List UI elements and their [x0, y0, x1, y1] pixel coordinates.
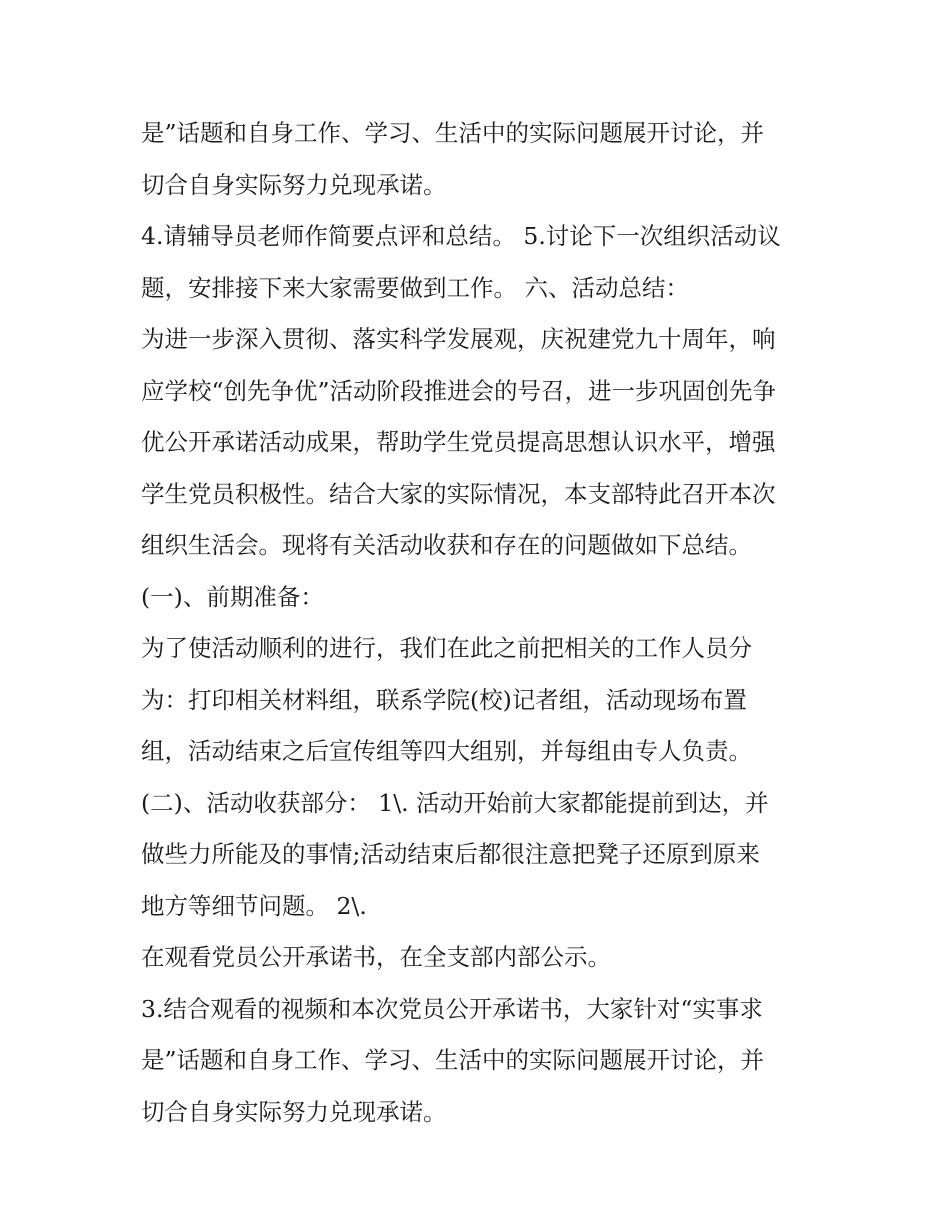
- text-line: 切合自身实际努力兑现承诺。: [141, 170, 447, 199]
- text-line: 为进一步深入贯彻、落实科学发展观，庆祝建党九十周年，响: [141, 325, 776, 353]
- text-line: 切合自身实际努力兑现承诺。: [141, 1097, 447, 1126]
- text-line: 地方等细节问题。 2\.: [141, 891, 367, 920]
- section-heading: (一)、前期准备：: [141, 582, 324, 611]
- text-line: 组织生活会。现将有关活动收获和存在的问题做如下总结。: [141, 531, 752, 559]
- text-line: 做些力所能及的事情;活动结束后都很注意把凳子还原到原来: [141, 840, 760, 868]
- text-line: 题，安排接下来大家需要做到工作。 六、活动总结：: [141, 273, 689, 302]
- text-line: 为：打印相关材料组，联系学院(校)记者组，活动现场布置: [141, 685, 747, 714]
- text-line: 学生党员积极性。结合大家的实际情况，本支部特此召开本次: [141, 479, 776, 508]
- text-line: 优公开承诺活动成果，帮助学生党员提高思想认识水平，增强: [141, 428, 776, 456]
- text-line: 为了使活动顺利的进行，我们在此之前把相关的工作人员分: [141, 634, 752, 662]
- text-line: 应学校“创先争优”活动阶段推进会的号召，进一步巩固创先争: [141, 376, 777, 405]
- text-line: 组，活动结束之后宣传组等四大组别，并每组由专人负责。: [141, 737, 752, 765]
- text-line: 3.结合观看的视频和本次党员公开承诺书，大家针对“实事求: [141, 994, 763, 1023]
- section-heading: (二)、活动收获部分： 1\. 活动开始前大家都能提前到达，并: [141, 788, 769, 817]
- document-body: [141, 108, 821, 1138]
- text-line: 在观看党员公开承诺书，在全支部内部公示。: [141, 943, 611, 971]
- text-line: 是”话题和自身工作、学习、生活中的实际问题展开讨论，并: [141, 1046, 765, 1074]
- text-line: 是”话题和自身工作、学习、生活中的实际问题展开讨论，并: [141, 119, 765, 147]
- text-line: 4.请辅导员老师作简要点评和总结。 5.讨论下一次组织活动议: [141, 222, 781, 250]
